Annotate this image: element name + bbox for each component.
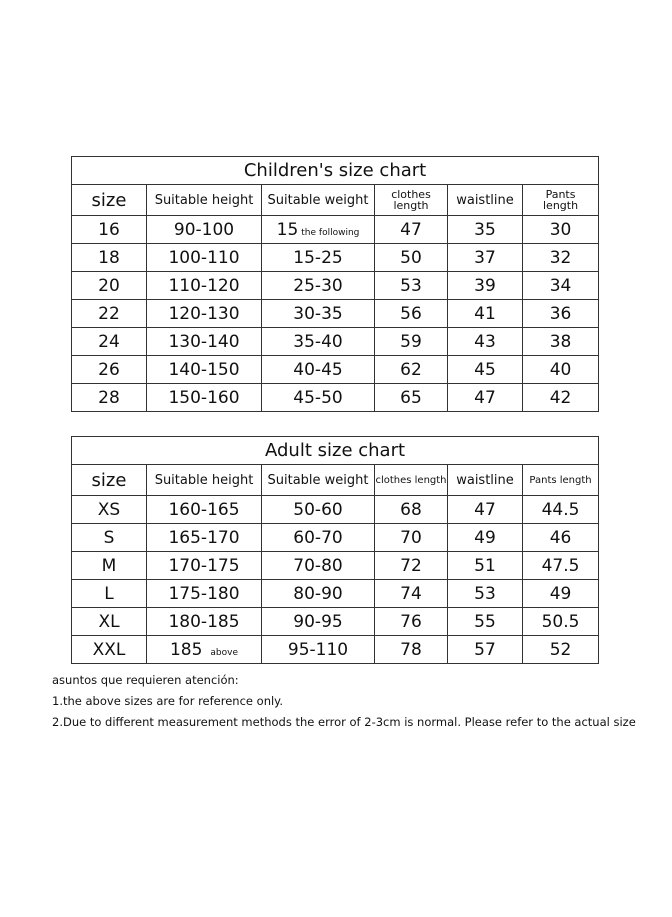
cell-waist: 37 (448, 244, 523, 272)
cell-clothes: 47 (375, 216, 448, 244)
cell-size: 20 (72, 272, 147, 300)
header-waistline: waistline (448, 185, 523, 216)
cell-height: 140-150 (147, 356, 262, 384)
header-clothes-line2: length (393, 199, 429, 212)
cell-weight: 40-45 (262, 356, 375, 384)
cell-height-value: 185 (169, 639, 203, 660)
cell-pants: 44.5 (523, 496, 599, 524)
cell-clothes: 50 (375, 244, 448, 272)
adult-header-row (72, 465, 599, 496)
cell-size: S (72, 524, 147, 552)
cell-height: 120-130 (147, 300, 262, 328)
table-row (72, 496, 599, 524)
cell-pants: 47.5 (523, 552, 599, 580)
table-row (72, 300, 599, 328)
cell-size: M (72, 552, 147, 580)
table-row (72, 636, 599, 664)
cell-height (147, 636, 262, 664)
header-height: Suitable height (147, 185, 262, 216)
cell-size: 16 (72, 216, 147, 244)
cell-weight: 90-95 (262, 608, 375, 636)
cell-pants: 34 (523, 272, 599, 300)
header-clothes-length: clothes length (375, 465, 448, 496)
cell-clothes: 62 (375, 356, 448, 384)
cell-size: 28 (72, 384, 147, 412)
cell-waist: 51 (448, 552, 523, 580)
notes-heading: asuntos que requieren atención: (52, 673, 239, 687)
cell-clothes: 70 (375, 524, 448, 552)
cell-clothes: 76 (375, 608, 448, 636)
cell-height: 90-100 (147, 216, 262, 244)
cell-clothes: 74 (375, 580, 448, 608)
cell-height: 110-120 (147, 272, 262, 300)
cell-weight: 50-60 (262, 496, 375, 524)
cell-waist: 41 (448, 300, 523, 328)
cell-size: XXL (72, 636, 147, 664)
cell-pants: 32 (523, 244, 599, 272)
cell-size: 26 (72, 356, 147, 384)
cell-height: 130-140 (147, 328, 262, 356)
header-weight: Suitable weight (262, 465, 375, 496)
cell-weight: 80-90 (262, 580, 375, 608)
table-row (72, 244, 599, 272)
cell-height: 165-170 (147, 524, 262, 552)
cell-weight (262, 216, 375, 244)
cell-height: 150-160 (147, 384, 262, 412)
cell-clothes: 65 (375, 384, 448, 412)
cell-size: 24 (72, 328, 147, 356)
cell-clothes: 78 (375, 636, 448, 664)
cell-clothes: 56 (375, 300, 448, 328)
cell-weight: 25-30 (262, 272, 375, 300)
note-item: 1.the above sizes are for reference only. (52, 694, 283, 708)
cell-height: 170-175 (147, 552, 262, 580)
cell-height: 180-185 (147, 608, 262, 636)
adult-size-chart (71, 436, 599, 664)
cell-waist: 55 (448, 608, 523, 636)
cell-clothes: 72 (375, 552, 448, 580)
cell-weight-value: 15 (276, 219, 299, 240)
notes-section (52, 670, 636, 733)
cell-size: XL (72, 608, 147, 636)
cell-height: 160-165 (147, 496, 262, 524)
cell-weight: 60-70 (262, 524, 375, 552)
cell-waist: 45 (448, 356, 523, 384)
header-clothes-length (375, 185, 448, 216)
table-row (72, 272, 599, 300)
children-chart-title: Children's size chart (72, 157, 599, 185)
cell-waist: 39 (448, 272, 523, 300)
cell-height: 175-180 (147, 580, 262, 608)
header-pants-line1: Pants (545, 188, 576, 201)
cell-waist: 47 (448, 496, 523, 524)
note-item: 2.Due to different measurement methods the error of 2-3cm is normal. Please refer to the actual size (52, 715, 636, 729)
cell-pants: 50.5 (523, 608, 599, 636)
cell-pants: 52 (523, 636, 599, 664)
cell-weight: 95-110 (262, 636, 375, 664)
table-row (72, 384, 599, 412)
table-row (72, 356, 599, 384)
cell-weight-suffix: the following (301, 227, 360, 238)
cell-weight: 45-50 (262, 384, 375, 412)
cell-height-suffix: above (210, 647, 239, 658)
cell-weight: 35-40 (262, 328, 375, 356)
cell-pants: 49 (523, 580, 599, 608)
cell-waist: 57 (448, 636, 523, 664)
children-size-chart (71, 156, 599, 412)
header-waistline: waistline (448, 465, 523, 496)
cell-waist: 35 (448, 216, 523, 244)
table-row (72, 552, 599, 580)
cell-pants: 40 (523, 356, 599, 384)
table-row (72, 524, 599, 552)
table-row (72, 216, 599, 244)
cell-size: L (72, 580, 147, 608)
table-row (72, 328, 599, 356)
cell-size: 18 (72, 244, 147, 272)
header-weight: Suitable weight (262, 185, 375, 216)
cell-clothes: 59 (375, 328, 448, 356)
cell-clothes: 68 (375, 496, 448, 524)
cell-pants: 46 (523, 524, 599, 552)
header-size: size (72, 465, 147, 496)
cell-weight: 70-80 (262, 552, 375, 580)
cell-pants: 38 (523, 328, 599, 356)
table-row (72, 608, 599, 636)
cell-clothes: 53 (375, 272, 448, 300)
cell-pants: 30 (523, 216, 599, 244)
cell-height: 100-110 (147, 244, 262, 272)
cell-pants: 42 (523, 384, 599, 412)
cell-size: 22 (72, 300, 147, 328)
cell-size: XS (72, 496, 147, 524)
cell-waist: 47 (448, 384, 523, 412)
header-height: Suitable height (147, 465, 262, 496)
header-pants-length: Pants length (523, 465, 599, 496)
table-row (72, 580, 599, 608)
cell-pants: 36 (523, 300, 599, 328)
header-clothes-line1: clothes (391, 188, 431, 201)
header-pants-line2: length (543, 199, 579, 212)
cell-weight: 30-35 (262, 300, 375, 328)
cell-waist: 53 (448, 580, 523, 608)
adult-chart-title: Adult size chart (72, 437, 599, 465)
children-header-row (72, 185, 599, 216)
cell-waist: 43 (448, 328, 523, 356)
header-size: size (72, 185, 147, 216)
cell-waist: 49 (448, 524, 523, 552)
cell-weight: 15-25 (262, 244, 375, 272)
header-pants-length (523, 185, 599, 216)
